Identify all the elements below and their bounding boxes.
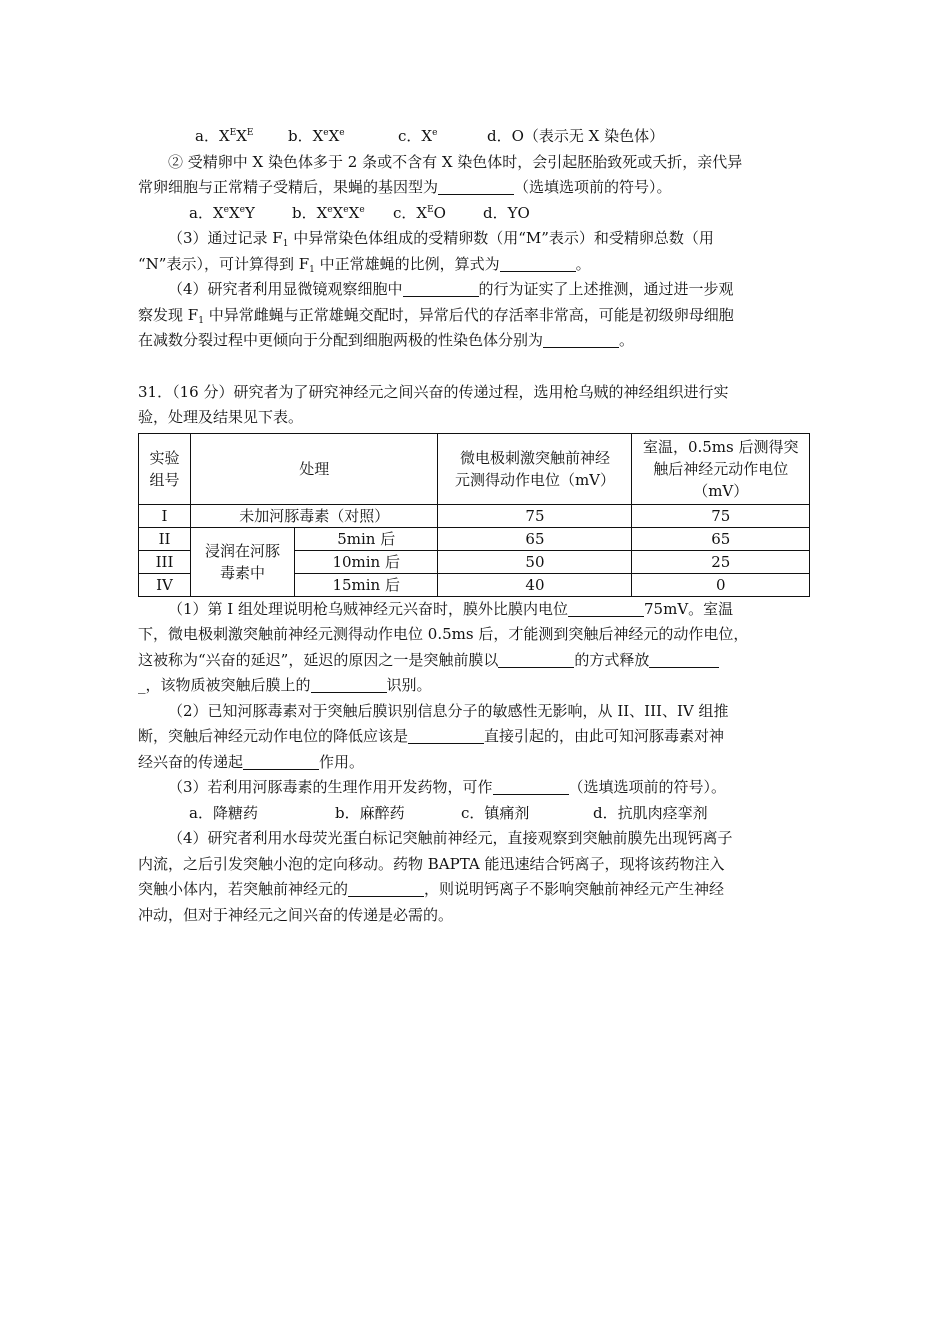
option-b: b．麻醉药 [335,803,405,822]
option-d: d．YO [483,203,530,222]
answer-blank[interactable] [408,726,484,744]
q31-sub-3: （3）若利用河豚毒素的生理作用开发药物，可作 （选填选项前的符号）。 [168,778,727,796]
option-a: a．$X^EX^E$ [195,127,254,145]
header-treatment: 处理 [191,433,438,504]
cell-treatment: 15min 后 [295,573,438,596]
option-b: b．XeXe [288,127,345,145]
table-row [139,527,810,550]
option-c: c．镇痛剂 [461,803,530,822]
answer-blank[interactable] [311,675,387,693]
cell-post: 65 [632,527,810,550]
header-group: 实验 组号 [139,433,191,504]
results-table [138,433,810,597]
option-a: a．降糖药 [189,803,258,822]
option-d: d．抗肌肉痉挛剂 [593,803,708,822]
answer-blank[interactable] [348,879,424,897]
cell-treatment: 未加河豚毒素（对照） [191,504,438,527]
cell-post: 0 [632,573,810,596]
option-b: b．XeXeXe [292,203,365,222]
answer-blank[interactable] [649,650,719,668]
cell-pre: 40 [438,573,632,596]
answer-blank[interactable] [500,254,576,272]
cell-group: I [139,504,191,527]
q31-intro-cont: 验，处理及结果见下表。 [138,408,304,426]
sub-question-2: ② 受精卵中 X 染色体多于 2 条或不含有 X 染色体时，会引起胚胎致死或夭折，亲代异 [168,152,743,171]
answer-blank[interactable] [543,330,619,348]
option-d: d．O（表示无 X 染色体） [487,127,665,145]
sub-question-4: （4）研究者利用显微镜观察细胞中 的行为证实了上述推测，通过进一步观 [168,280,734,298]
header-post-potential: 室温，0.5ms 后测得突 触后神经元动作电位 （mV） [632,433,810,504]
cell-pre: 65 [438,527,632,550]
q31-sub-1-cont: 下，微电极刺激突触前神经元测得动作电位 0.5ms 后，才能测到突触后神经元的动作电位， [138,625,749,643]
table-header-row [139,433,810,504]
cell-group: III [139,550,191,573]
answer-blank[interactable] [438,177,514,195]
option-c: c．Xe [398,127,438,145]
option-a: a．XeXeY [189,203,255,222]
sub-question-3: （3）通过记录 $F_1$ 中异常染色体组成的受精卵数（用“M”表示）和受精卵总数（用 [168,229,714,249]
q31-sub-4: （4）研究者利用水母荧光蛋白标记突触前神经元，直接观察到突触前膜先出现钙离子 [168,829,733,847]
answer-blank[interactable] [568,599,644,617]
document-page [138,124,810,928]
q31-sub-3-options [138,801,810,827]
genotype-options [138,201,810,227]
cell-pre: 75 [438,504,632,527]
cell-treatment: 10min 后 [295,550,438,573]
q31-sub-2-cont2: 经兴奋的传递起 作用。 [138,752,365,771]
answer-blank[interactable] [243,752,319,770]
table-row [139,504,810,527]
cell-post: 25 [632,550,810,573]
q31-sub-4-cont3: 冲动，但对于神经元之间兴奋的传递是必需的。 [138,905,454,924]
cell-post: 75 [632,504,810,527]
cell-group: IV [139,573,191,596]
sub-question-4-cont: 察发现 $F_1$ 中异常雌蝇与正常雄蝇交配时，异常后代的存活率非常高，可能是初级卵母细胞 [138,305,734,326]
cell-treatment: 5min 后 [295,527,438,550]
q31-sub-1-cont2: 这被称为“兴奋的延迟”，延迟的原因之一是突触前膜以 的方式释放 [138,648,810,674]
answer-blank[interactable] [498,650,574,668]
gamete-options [138,124,810,150]
q31-sub-1: （1）第 I 组处理说明枪乌贼神经元兴奋时，膜外比膜内电位 75mV。室温 [168,599,734,618]
cell-group: II [139,527,191,550]
sub-question-4-cont2: 在减数分裂过程中更倾向于分配到细胞两极的性染色体分别为 。 [138,331,635,349]
answer-blank[interactable] [403,279,479,297]
header-pre-potential: 微电极刺激突触前神经 元测得动作电位（mV） [438,433,632,504]
cell-pre: 50 [438,550,632,573]
sub-question-3-cont: “N”表示），可计算得到 $F_1$ 中正常雄蝇的比例，算式为 。 [138,254,591,275]
option-c: c．$X^EO$ [393,203,446,222]
q31-sub-4-cont2: 突触小体内，若突触前神经元的 ，则说明钙离子不影响突触前神经元产生神经 [138,880,725,898]
sub-question-2-cont: 常卵细胞与正常精子受精后，果蝇的基因型为 （选填选项前的符号）。 [138,178,672,196]
q31-sub-2: （2）已知河豚毒素对于突触后膜识别信息分子的敏感性无影响，从 II、III、IV 组推 [168,701,729,720]
q31-intro: 31．（16 分）研究者为了研究神经元之间兴奋的传递过程，选用枪乌贼的神经组织进行实 [138,382,729,401]
q31-sub-2-cont: 断，突触后神经元动作电位的降低应该是 直接引起的，由此可知河豚毒素对神 [138,727,725,745]
cell-soak: 浸润在河豚 毒素中 [191,527,295,596]
answer-blank[interactable] [493,777,569,795]
q31-sub-4-cont: 内流，之后引发突触小泡的定向移动。药物 BAPTA 能迅速结合钙离子，现将该药物注入 [138,854,725,873]
q31-sub-1-cont3: _，该物质被突触后膜上的 识别。 [138,676,432,694]
